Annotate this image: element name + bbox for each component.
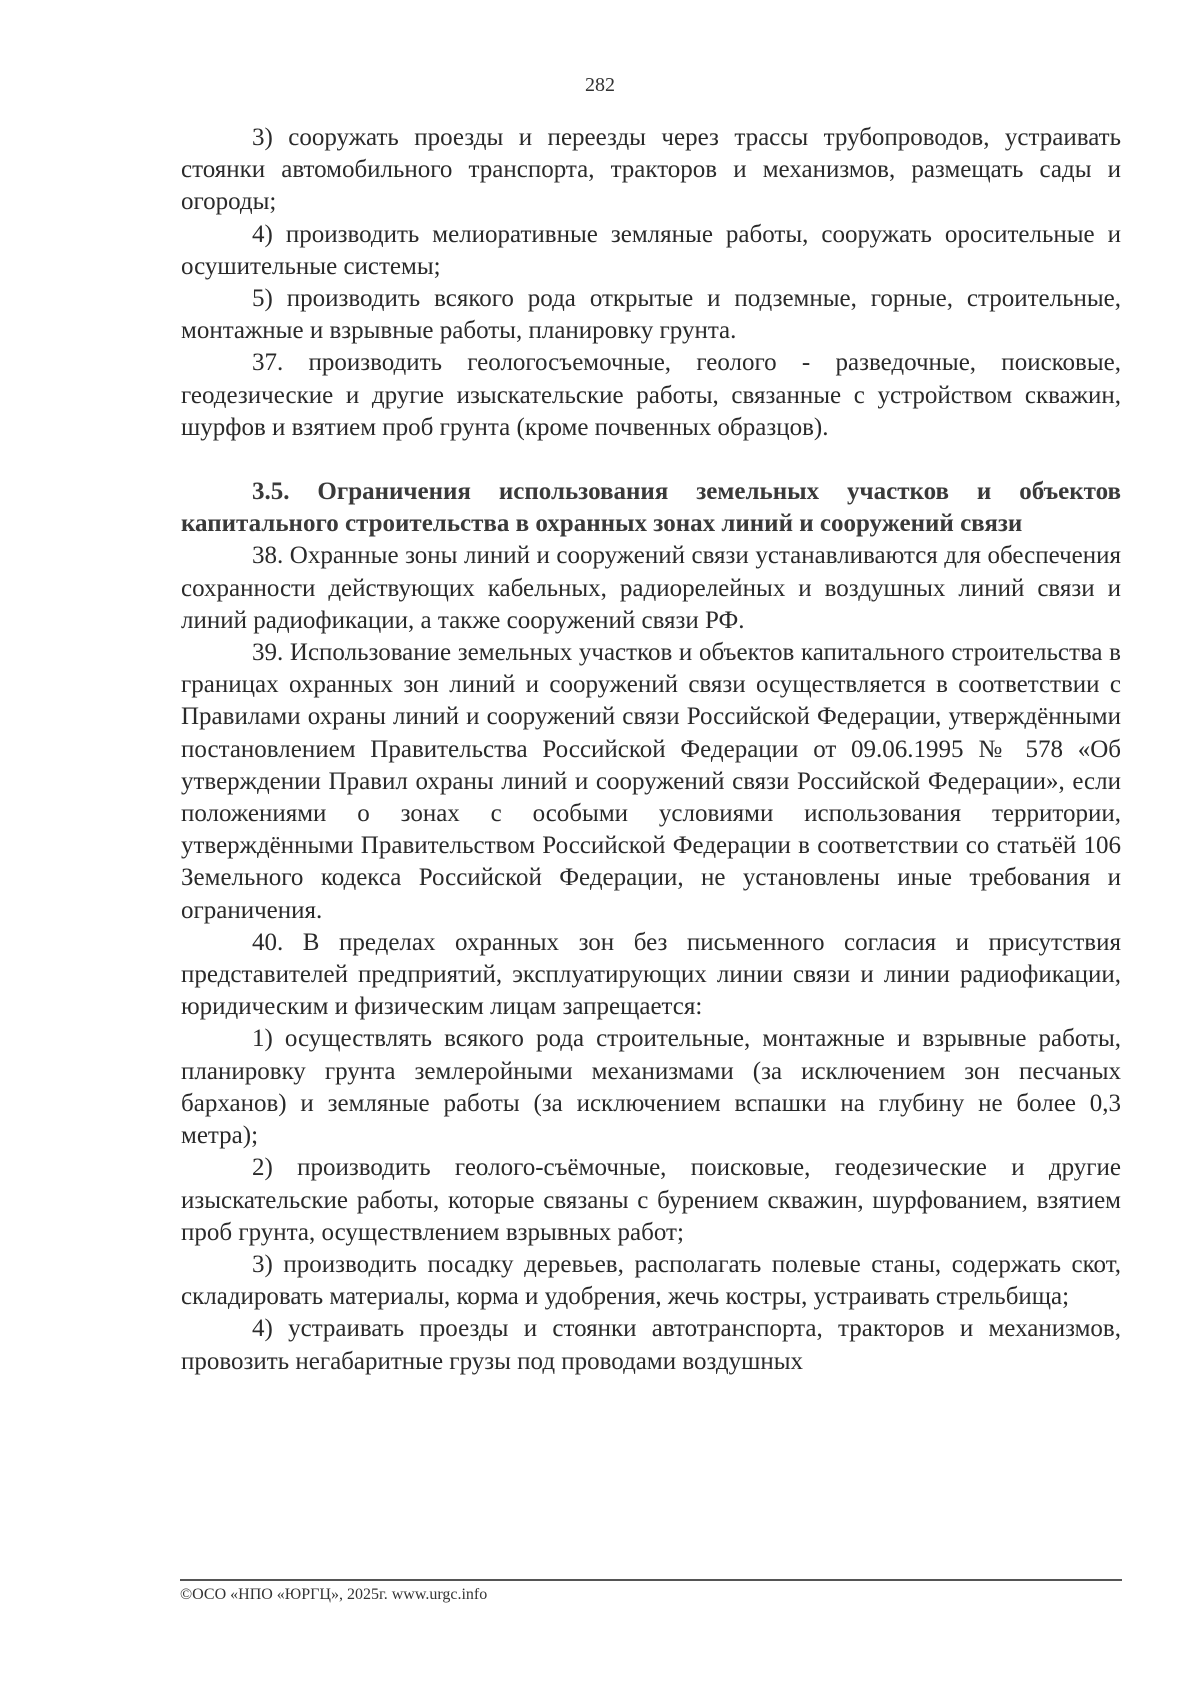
footer-copyright: ©ОСО «НПО «ЮРГЦ», 2025г. www.urgc.info xyxy=(180,1586,488,1603)
section-spacer xyxy=(181,444,1121,476)
list-item: 3) производить посадку деревьев, располагать полевые станы, содержать скот, складировать материалы, корма и удобрения, жечь костры, устраивать стрельбища; xyxy=(181,1250,1121,1311)
list-item: 2) производить геолого-съёмочные, поисковые, геодезические и другие изыскательские работы, которые связаны с бурением скважин, шурфованием, взятием проб грунта, осуществлением взрывных работ; xyxy=(181,1154,1121,1246)
paragraph: 37. производить геологосъемочные, геолого - разведочные, поисковые, геодезические и другие изыскательские работы, связанные с устройством скважин, шурфов и взятием проб грунта (кроме почвенных образцов). xyxy=(181,349,1121,441)
list-item: 3) сооружать проезды и переезды через трассы трубопроводов, устраивать стоянки автомобильного транспорта, тракторов и механизмов, размещать сады и огороды; xyxy=(181,124,1121,216)
section-heading: 3.5. Ограничения использования земельных участков и объектов капитального строительства в охранных зонах линий и сооружений связи xyxy=(181,478,1121,538)
list-item: 4) устраивать проезды и стоянки автотранспорта, тракторов и механизмов, провозить негабаритные грузы под проводами воздушных xyxy=(181,1315,1121,1375)
list-item: 5) производить всякого рода открытые и подземные, горные, строительные, монтажные и взрывные работы, планировку грунта. xyxy=(181,285,1121,345)
paragraph: 38. Охранные зоны линий и сооружений связи устанавливаются для обеспечения сохранности действующих кабельных, радиорелейных и воздушных линий связи и линий радиофикации, а также сооружений связи РФ. xyxy=(181,542,1121,634)
list-item: 1) осуществлять всякого рода строительные, монтажные и взрывные работы, планировку грунта землеройными механизмами (за исключением зон песчаных барханов) и земляные работы (за исключением вспашки на глубину не более 0,3 метра); xyxy=(181,1025,1121,1150)
paragraph: 40. В пределах охранных зон без письменного согласия и присутствия представителей предприятий, эксплуатирующих линии связи и линии радиофикации, юридическим и физическим лицам запрещается: xyxy=(181,928,1121,1021)
list-item: 4) производить мелиоративные земляные работы, сооружать оросительные и осушительные системы; xyxy=(181,220,1121,280)
footer-divider xyxy=(180,1579,1122,1581)
page-number: 282 xyxy=(585,74,615,96)
paragraph: 39. Использование земельных участков и объектов капитального строительства в границах охранных зон линий и сооружений связи осуществляется в соответствии с Правилами охраны линий и сооружений связи Российской Федерации, утверждёнными постановлением Правительства Российской Федерации от 09.06.1995 № 578 «Об утверждении Правил охраны линий и сооружений связи Российской Федерации», если положениями о зонах с особыми условиями использования территории, утверждёнными Правительством Российской Федерации в соответствии со статьёй 106 Земельного кодекса Российской Федерации, не установлены иные требования и ограничения. xyxy=(181,639,1121,924)
document-body xyxy=(181,122,1121,1378)
